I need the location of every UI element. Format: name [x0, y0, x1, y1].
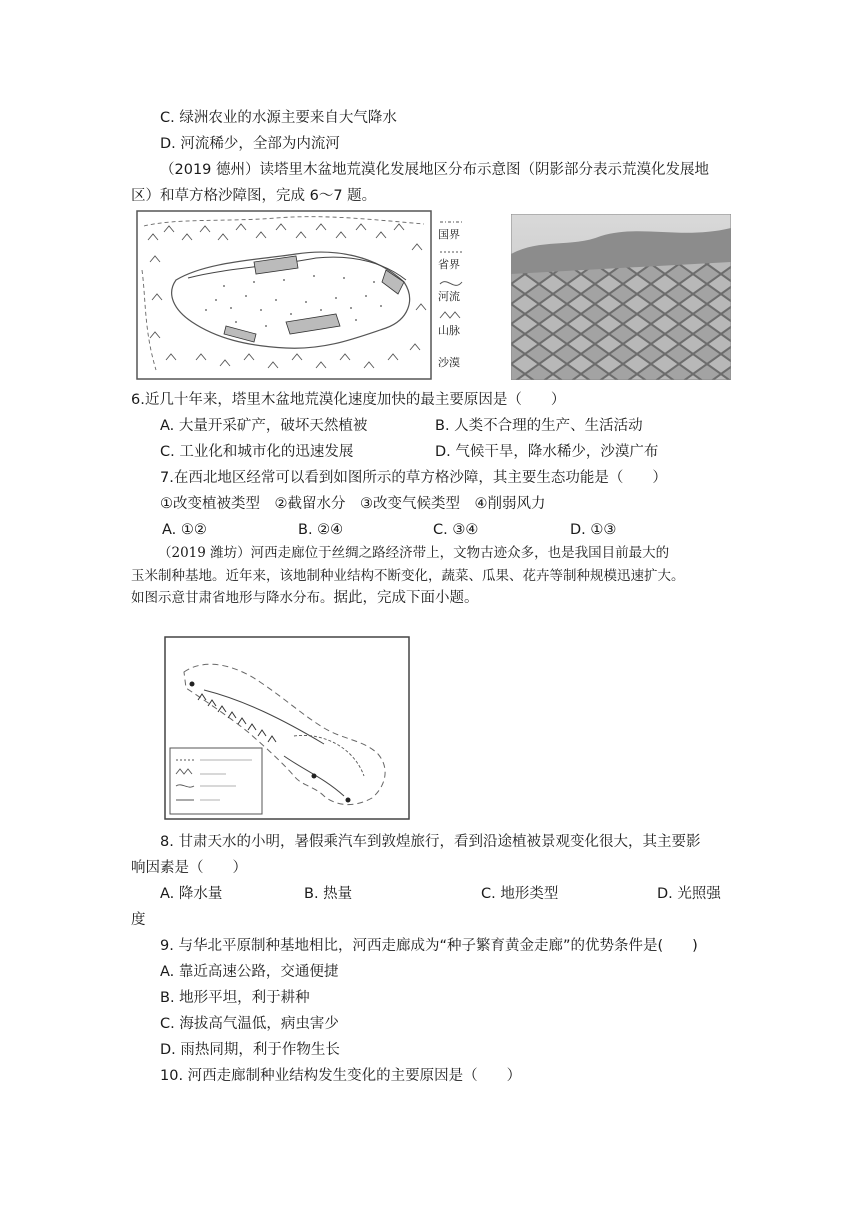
- intro2-line3: 如图示意甘肃省地形与降水分布。: [131, 590, 334, 606]
- intro2-line2: 玉米制种基地。近年来，该地制种业结构不断变化，蔬菜、瓜果、花卉等制种规模迅速扩大。: [131, 568, 685, 584]
- q9-option-d: D. 雨热同期，利于作物生长: [160, 1042, 340, 1058]
- q6-option-d: D. 气候干旱，降水稀少，沙漠广布: [435, 444, 659, 460]
- q7-option-b: B. ②④: [298, 522, 344, 538]
- q5-option-c: C. 绿洲农业的水源主要来自大气降水: [160, 110, 397, 126]
- q6-stem: 6.近几十年来，塔里木盆地荒漠化速度加快的最主要原因是（ ）: [131, 392, 566, 408]
- intro2-line1: （2019 潍坊）河西走廊位于丝绸之路经济带上，文物古迹众多，也是我国目前最大的: [158, 545, 670, 561]
- intro2-line3-tail: 据此，完成下面小题。: [333, 590, 479, 606]
- q9-stem: 9. 与华北平原制种基地相比，河西走廊成为“种子繁育黄金走廊”的优势条件是( ): [160, 938, 698, 954]
- q6-option-a: A. 大量开采矿产，破坏天然植被: [160, 418, 368, 434]
- q9-option-a: A. 靠近高速公路，交通便捷: [160, 964, 339, 980]
- legend-province: 省界: [438, 258, 460, 271]
- q7-option-a: A. ①②: [162, 522, 207, 538]
- q6-option-c: C. 工业化和城市化的迅速发展: [160, 444, 354, 460]
- intro1-line2: 区）和草方格沙障图，完成 6～7 题。: [131, 188, 377, 204]
- q8-option-c: C. 地形类型: [481, 886, 559, 902]
- q8-option-a: A. 降水量: [160, 886, 223, 902]
- q8-option-d: D. 光照强: [657, 886, 721, 902]
- intro1-line1: （2019 德州）读塔里木盆地荒漠化发展地区分布示意图（阴影部分表示荒漠化发展地: [160, 162, 710, 178]
- q8-option-d-wrap: 度: [131, 912, 146, 928]
- q8-option-b: B. 热量: [304, 886, 353, 902]
- q7-option-d: D. ①③: [570, 522, 617, 538]
- grass-checkerboard-photo: [511, 214, 731, 380]
- legend-desert: 沙漠: [438, 356, 460, 369]
- q9-option-b: B. 地形平坦，利于耕种: [160, 990, 310, 1006]
- map-legend: [434, 210, 468, 380]
- q7-items: ①改变植被类型 ②截留水分 ③改变气候类型 ④削弱风力: [160, 496, 546, 512]
- q7-stem: 7.在西北地区经常可以看到如图所示的草方格沙障，其主要生态功能是（ ）: [160, 470, 667, 486]
- tarim-basin-map: [136, 210, 432, 380]
- q7-option-c: C. ③④: [433, 522, 479, 538]
- q8-stem-line1: 8. 甘肃天水的小明，暑假乘汽车到敦煌旅行，看到沿途植被景观变化很大，其主要影: [160, 834, 701, 850]
- q8-stem-line2: 响因素是（ ）: [131, 860, 247, 876]
- q5-option-d: D. 河流稀少，全部为内流河: [160, 136, 340, 152]
- gansu-map: [164, 636, 410, 820]
- q9-option-c: C. 海拔高气温低，病虫害少: [160, 1016, 339, 1032]
- legend-river: 河流: [438, 290, 460, 303]
- q10-stem: 10. 河西走廊制种业结构发生变化的主要原因是（ ）: [160, 1068, 522, 1084]
- legend-mountain: 山脉: [438, 324, 460, 337]
- legend-border: 国界: [438, 228, 460, 241]
- q6-option-b: B. 人类不合理的生产、生活活动: [435, 418, 643, 434]
